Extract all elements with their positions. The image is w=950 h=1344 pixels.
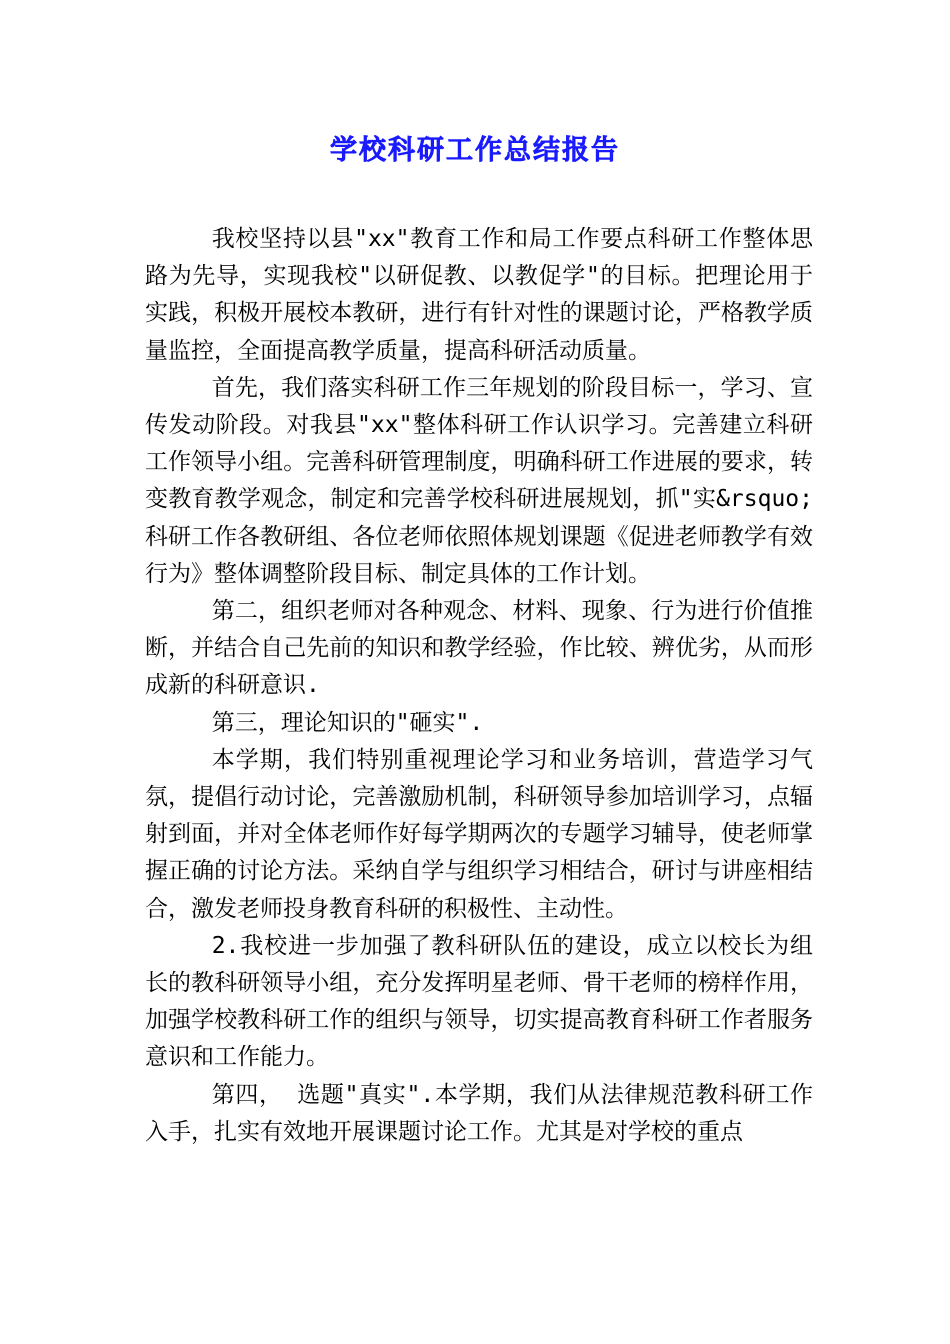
document-body [145,221,813,1151]
paragraph: 本学期，我们特别重视理论学习和业务培训，营造学习气氛，提倡行动讨论，完善激励机制，科研领导参加培训学习，点辐射到面，并对全体老师作好每学期两次的专题学习辅导，使老师掌握正确的讨论方法。采纳自学与组织学习相结合，研讨与讲座相结合，激发老师投身教育科研的积极性、主动性。 [145,746,813,922]
document-title: 学校科研工作总结报告 [330,135,620,166]
paragraph: 2.我校进一步加强了教科研队伍的建设，成立以校长为组长的教科研领导小组，充分发挥明星老师、骨干老师的榜样作用，加强学校教科研工作的组织与领导，切实提高教育科研工作者服务意识和工作能力。 [145,932,813,1071]
paragraph: 第三，理论知识的"砸实". [211,709,484,736]
paragraph: 第二，组织老师对各种观念、材料、现象、行为进行价值推断，并结合自己先前的知识和教学经验，作比较、辨优劣，从而形成新的科研意识. [145,598,813,699]
paragraph: 第四， 选题"真实".本学期，我们从法律规范教科研工作入手，扎实有效地开展课题讨论工作。尤其是对学校的重点 [145,1081,813,1145]
paragraph: 我校坚持以县"xx"教育工作和局工作要点科研工作整体思路为先导，实现我校"以研促教、以教促学"的目标。把理论用于实践，积极开展校本教研，进行有针对性的课题讨论，严格教学质量监控，全面提高教学质量，提高科研活动质量。 [145,226,813,364]
paragraph: 首先，我们落实科研工作三年规划的阶段目标一，学习、宣传发动阶段。对我县"xx"整体科研工作认识学习。完善建立科研工作领导小组。完善科研管理制度，明确科研工作进展的要求，转变教育教学观念，制定和完善学校科研进展规划，抓"实&rsquo;科研工作各教研组、各位老师依照体规划课题《促进老师教学有效行为》整体调整阶段目标、制定具体的工作计划。 [145,374,813,587]
